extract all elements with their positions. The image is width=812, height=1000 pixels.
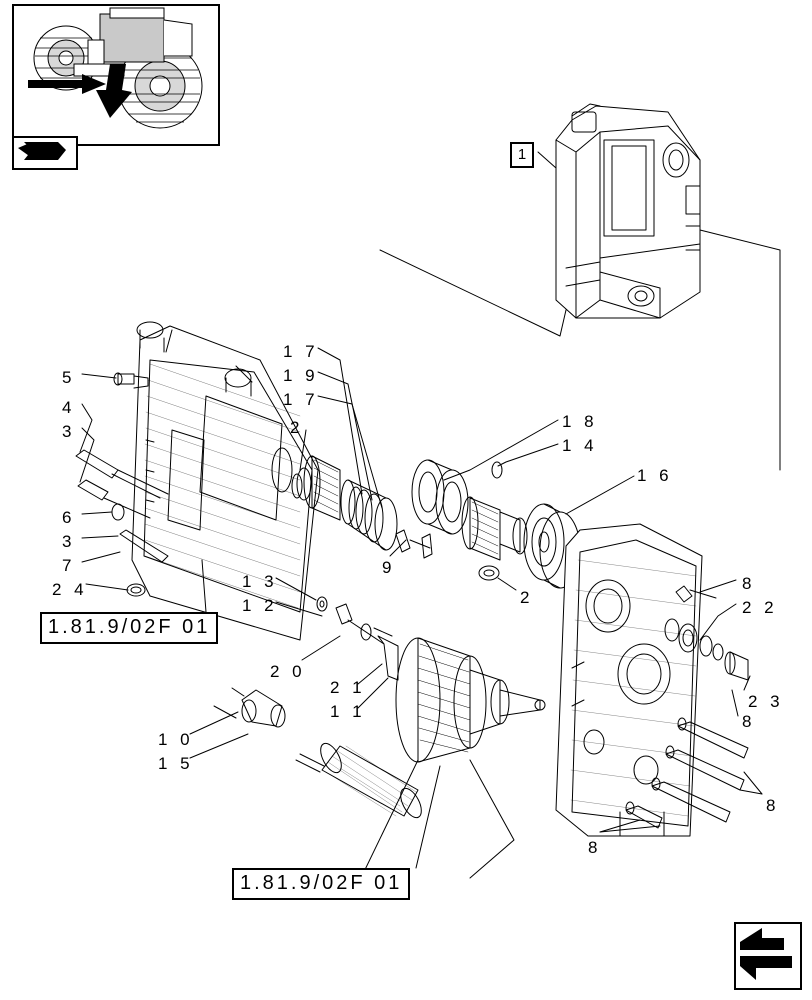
callout-13: 1 3 (242, 572, 278, 591)
callout-14: 1 4 (562, 436, 598, 455)
section-direction-arrow-box (734, 922, 802, 990)
callout-9: 9 (382, 558, 396, 577)
reference-box-upper[interactable]: 1.81.9/02F 01 (40, 612, 218, 644)
center-small-pins (317, 597, 398, 680)
callout-2-left: 2 (290, 418, 304, 437)
callout-11: 1 1 (330, 702, 366, 721)
callout-7: 7 (62, 556, 76, 575)
tractor-locator-thumbnail (12, 4, 220, 146)
callout-10: 1 0 (158, 730, 194, 749)
bearing-18 (412, 460, 502, 534)
hydraulic-pump-housing (556, 104, 700, 318)
callout-18: 1 8 (562, 412, 598, 431)
leader-lower-ref (470, 760, 514, 878)
callout-8-right: 8 (766, 796, 780, 815)
leader-housing-right (700, 230, 780, 470)
callout-23: 2 3 (748, 692, 784, 711)
callout-16: 1 6 (637, 466, 673, 485)
callout-15: 1 5 (158, 754, 194, 773)
output-gear-cluster (396, 638, 545, 762)
callout-2-right: 2 (520, 588, 534, 607)
callout-12: 1 2 (242, 596, 278, 615)
callout-8-mid: 8 (742, 712, 756, 731)
callout-20: 2 0 (270, 662, 306, 681)
callout-4: 4 (62, 398, 76, 417)
callout-24: 2 4 (52, 580, 88, 599)
callout-21: 2 1 (330, 678, 366, 697)
callout-3-upper: 3 (62, 422, 76, 441)
callout-17-upper: 1 7 (283, 342, 319, 361)
item-number-box: 1 (510, 142, 534, 168)
reference-box-lower[interactable]: 1.81.9/02F 01 (232, 868, 410, 900)
callout-3-lower: 3 (62, 532, 76, 551)
callout-8-bottom: 8 (588, 838, 602, 857)
leader-item1 (538, 152, 556, 168)
callout-6: 6 (62, 508, 76, 527)
view-direction-arrow-box (12, 136, 78, 170)
callout-17-lower: 1 7 (283, 390, 319, 409)
callout-19: 1 9 (283, 366, 319, 385)
center-gear-cluster (462, 497, 527, 580)
lower-drum-assembly (214, 688, 426, 821)
callout-22: 2 2 (742, 598, 778, 617)
leader-housing-left (380, 250, 566, 336)
callout-5: 5 (62, 368, 76, 387)
left-leaders (80, 374, 128, 590)
callout-8-upper: 8 (742, 574, 756, 593)
